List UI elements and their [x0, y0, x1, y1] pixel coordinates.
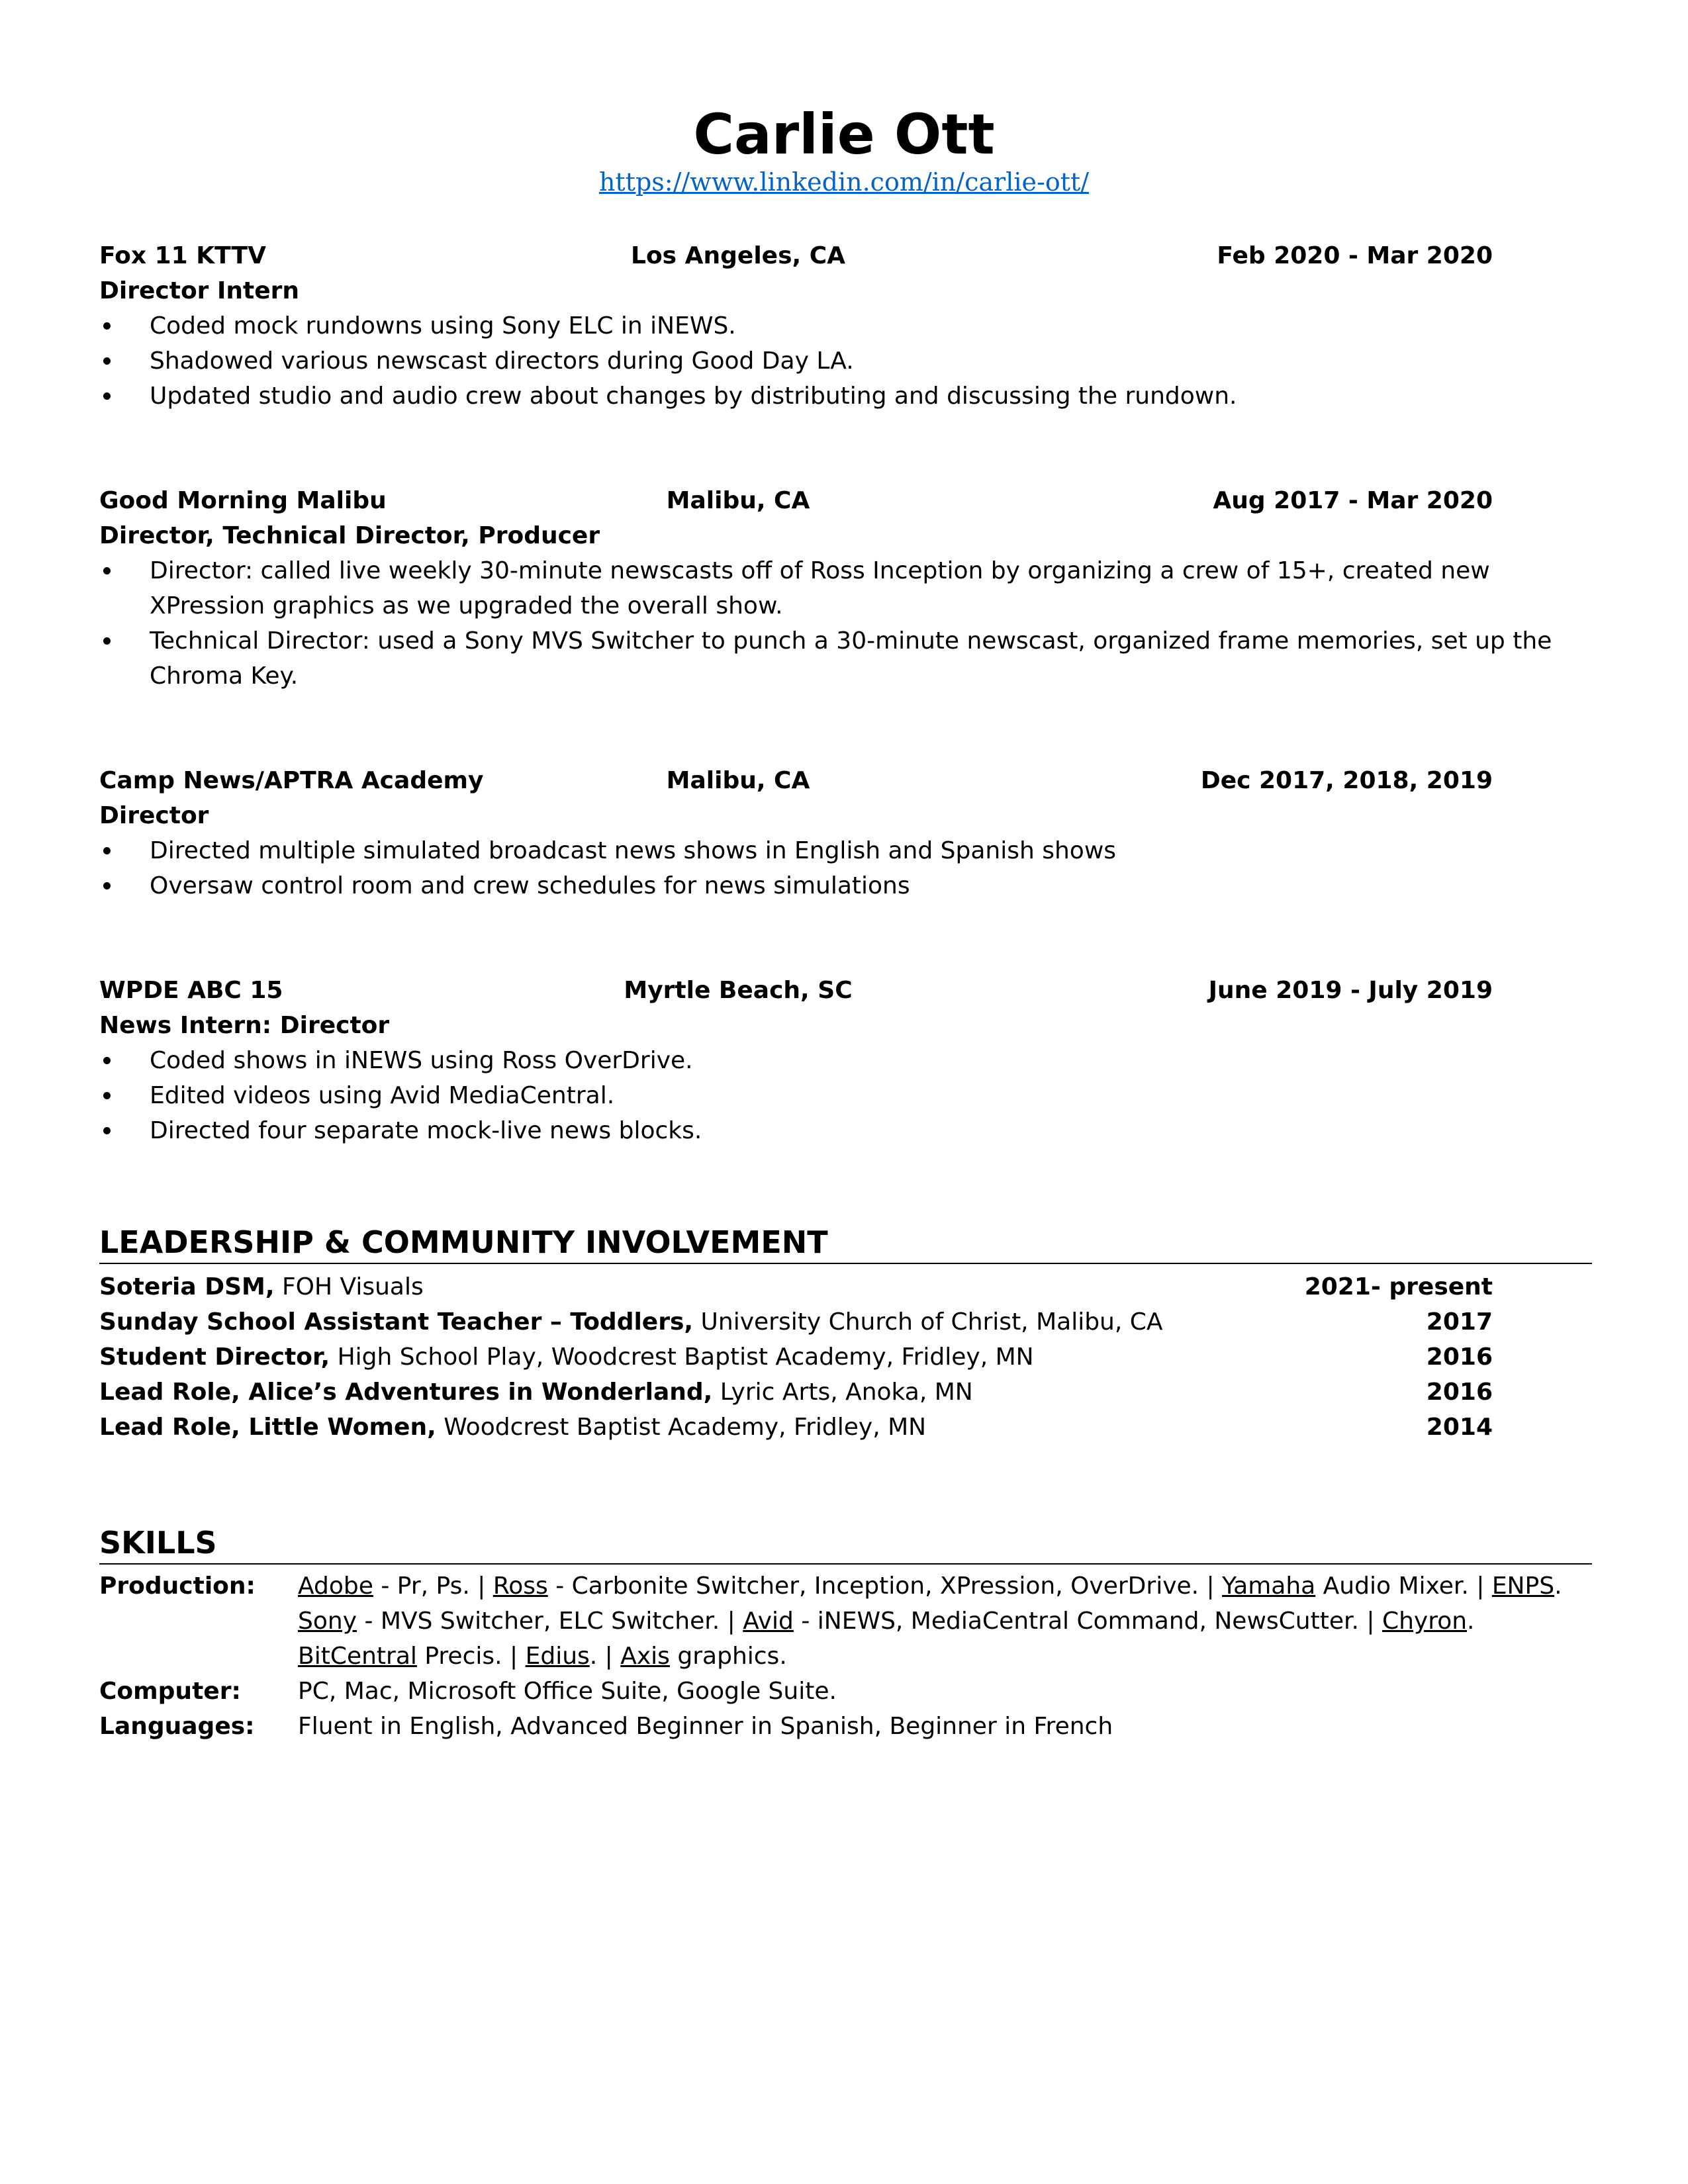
ross-link[interactable]: Ross [492, 1572, 548, 1600]
bullet-item: Oversaw control room and crew schedules for news simulations [99, 868, 1589, 903]
skills-heading: SKILLS [99, 1524, 1592, 1565]
bullet-icon [103, 392, 111, 400]
skill-text: Precis. | [416, 1643, 526, 1670]
skill-label: Computer: [99, 1678, 241, 1705]
bullet-icon [103, 882, 111, 889]
bullet-icon [103, 637, 111, 645]
bullet-icon [103, 1092, 111, 1099]
bullet-list [99, 1043, 1589, 1148]
chyron-link[interactable]: Chyron [1382, 1608, 1468, 1635]
job-dates: Feb 2020 - Mar 2020 [1217, 242, 1493, 269]
leadership-role: Lead Role, Little Women, [99, 1414, 436, 1441]
bullet-icon [103, 847, 111, 854]
skill-text: . [1554, 1572, 1562, 1600]
bullet-icon [103, 322, 111, 330]
skill-text: graphics. [669, 1643, 787, 1670]
skill-text: - iNEWS, MediaCentral Command, NewsCutter. | [793, 1608, 1382, 1635]
bullet-item: Directed multiple simulated broadcast news shows in English and Spanish shows [99, 833, 1589, 868]
adobe-link[interactable]: Adobe [298, 1572, 373, 1600]
skill-label: Production: [99, 1572, 256, 1600]
job-title: News Intern: Director [99, 1012, 390, 1039]
skill-text: - Pr, Ps. | [373, 1572, 493, 1600]
job-location: Malibu, CA [666, 487, 810, 514]
bullet-icon [103, 567, 111, 574]
skills-list [99, 1569, 1589, 1744]
skill-row-production [99, 1569, 1589, 1674]
leadership-year: 2017 [1426, 1308, 1493, 1336]
skill-text: . [1467, 1608, 1475, 1635]
job-location: Los Angeles, CA [631, 242, 845, 269]
job-title: Director, Technical Director, Producer [99, 522, 600, 549]
job-dates: Dec 2017, 2018, 2019 [1200, 767, 1493, 794]
skill-text: Audio Mixer. | [1315, 1572, 1492, 1600]
bullet-item: Updated studio and audio crew about changes by distributing and discussing the rundown. [99, 379, 1589, 414]
skill-text: - Carbonite Switcher, Inception, XPression, OverDrive. | [547, 1572, 1223, 1600]
bullet-item: Coded shows in iNEWS using Ross OverDrive. [99, 1043, 1589, 1078]
leadership-item [99, 1304, 1589, 1340]
company-name: Good Morning Malibu [99, 487, 387, 514]
leadership-detail: Woodcrest Baptist Academy, Fridley, MN [436, 1414, 927, 1441]
bullet-icon [103, 1057, 111, 1064]
candidate-name: Carlie Ott [693, 102, 995, 167]
company-name: WPDE ABC 15 [99, 977, 283, 1004]
bitcentral-link[interactable]: BitCentral [298, 1643, 417, 1670]
leadership-role: Lead Role, Alice’s Adventures in Wonderland, [99, 1379, 713, 1406]
axis-link[interactable]: Axis [620, 1643, 670, 1670]
bullet-item: Director: called live weekly 30-minute newscasts off of Ross Inception by organizing a crew of 15+, created new XPression graphics as we upgraded the overall show. [99, 553, 1589, 623]
linkedin-link[interactable]: https://www.linkedin.com/in/carlie-ott/ [598, 167, 1090, 197]
bullet-list [99, 553, 1589, 694]
avid-link[interactable]: Avid [743, 1608, 794, 1635]
bullet-icon [103, 357, 111, 365]
leadership-detail: FOH Visuals [274, 1273, 424, 1300]
bullet-item: Directed four separate mock-live news blocks. [99, 1113, 1589, 1148]
bullet-item: Edited videos using Avid MediaCentral. [99, 1078, 1589, 1113]
leadership-year: 2016 [1426, 1379, 1493, 1406]
skill-text: Fluent in English, Advanced Beginner in Spanish, Beginner in French [298, 1713, 1113, 1740]
leadership-detail: Lyric Arts, Anoka, MN [712, 1379, 973, 1406]
skill-text: - MVS Switcher, ELC Switcher. | [357, 1608, 743, 1635]
leadership-item [99, 1410, 1589, 1445]
company-name: Fox 11 KTTV [99, 242, 266, 269]
leadership-year: 2021- present [1304, 1273, 1493, 1300]
bullet-icon [103, 1127, 111, 1134]
job-dates: June 2019 - July 2019 [1208, 977, 1493, 1004]
leadership-heading: LEADERSHIP & COMMUNITY INVOLVEMENT [99, 1223, 1592, 1264]
leadership-list [99, 1269, 1589, 1445]
bullet-item: Technical Director: used a Sony MVS Switcher to punch a 30-minute newscast, organized frame memories, set up the Chroma Key. [99, 623, 1589, 694]
job-title: Director [99, 802, 209, 829]
job-location: Malibu, CA [666, 767, 810, 794]
leadership-year: 2016 [1426, 1343, 1493, 1371]
skill-label: Languages: [99, 1713, 255, 1740]
leadership-role: Student Director, [99, 1343, 330, 1371]
job-location: Myrtle Beach, SC [624, 977, 853, 1004]
leadership-year: 2014 [1426, 1414, 1493, 1441]
edius-link[interactable]: Edius [525, 1643, 590, 1670]
experience-entry [99, 483, 1589, 694]
leadership-item [99, 1269, 1589, 1304]
experience-entry [99, 238, 1589, 414]
leadership-item [99, 1340, 1589, 1375]
skill-text: . | [589, 1643, 621, 1670]
leadership-detail: University Church of Christ, Malibu, CA [693, 1308, 1163, 1336]
bullet-item: Coded mock rundowns using Sony ELC in iNEWS. [99, 308, 1589, 343]
yamaha-link[interactable]: Yamaha [1222, 1572, 1316, 1600]
experience-entry [99, 763, 1589, 903]
job-title: Director Intern [99, 277, 299, 304]
bullet-list [99, 833, 1589, 903]
experience-entry [99, 973, 1589, 1148]
skill-text: PC, Mac, Microsoft Office Suite, Google Suite. [298, 1678, 837, 1705]
bullet-list [99, 308, 1589, 414]
company-name: Camp News/APTRA Academy [99, 767, 484, 794]
bullet-item: Shadowed various newscast directors during Good Day LA. [99, 343, 1589, 379]
skill-row-languages [99, 1709, 1589, 1744]
enps-link[interactable]: ENPS [1491, 1572, 1555, 1600]
leadership-detail: High School Play, Woodcrest Baptist Academy, Fridley, MN [330, 1343, 1034, 1371]
leadership-role: Soteria DSM, [99, 1273, 275, 1300]
leadership-role: Sunday School Assistant Teacher – Toddlers, [99, 1308, 694, 1336]
job-dates: Aug 2017 - Mar 2020 [1213, 487, 1493, 514]
sony-link[interactable]: Sony [298, 1608, 357, 1635]
skill-row-computer [99, 1674, 1589, 1709]
leadership-item [99, 1375, 1589, 1410]
